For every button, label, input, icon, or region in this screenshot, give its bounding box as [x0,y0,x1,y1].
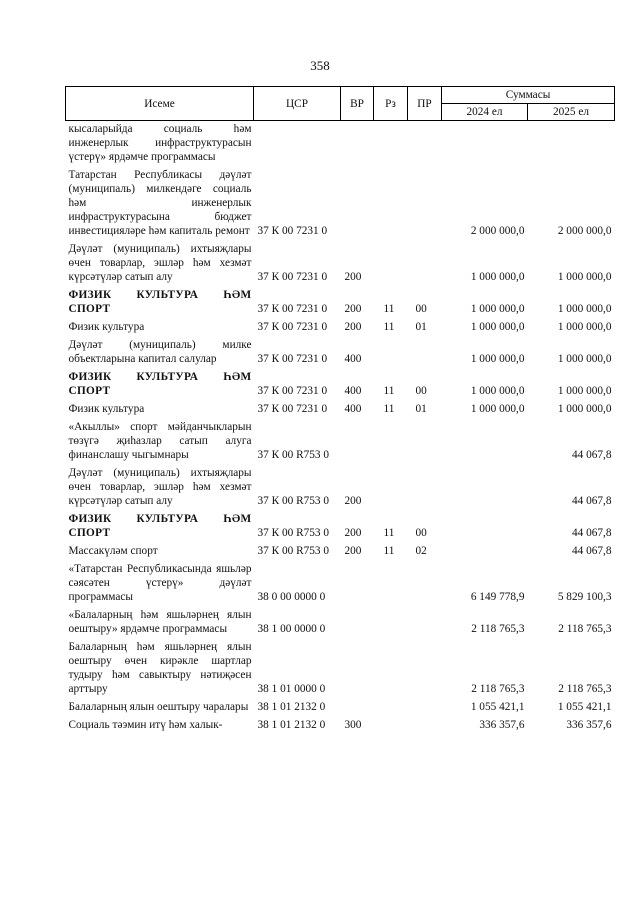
table-row [66,715,615,733]
row-pr: 01 [415,403,427,415]
row-pr: 01 [415,321,427,333]
row-pr [408,715,442,733]
header-sums: Суммасы [442,87,615,104]
row-csr: 37 К 00 R753 0 [257,495,330,507]
row-rz [374,605,408,637]
table-row [66,463,615,509]
header-name: Исеме [66,87,254,121]
row-vr: 200 [344,495,362,507]
row-csr: 37 К 00 7231 0 [257,321,328,333]
row-csr: 38 0 00 0000 0 [257,591,326,603]
table-row [66,285,615,317]
row-pr: 00 [415,385,427,397]
row-pr [408,637,442,697]
row-sum-2025: 44 067,8 [571,449,612,461]
row-name: Физик культура [68,403,145,415]
row-name: Дәүләт (муниципаль) ихтыяҗлары өчен товарлар, эшләр һәм хезмәт күрсәтүләр сатып алу [68,467,252,507]
row-csr: 37 К 00 7231 0 [257,403,328,415]
row-csr: 37 К 00 7231 0 [257,303,328,315]
row-sum-2024: 2 118 765,3 [471,683,525,695]
row-sum-2025: 5 829 100,3 [557,591,612,603]
row-name: Физик культура [68,321,145,333]
row-sum-2025 [528,121,615,166]
row-rz: 11 [383,321,395,333]
row-csr: 37 К 00 7231 0 [257,225,328,237]
header-year-2024: 2024 ел [442,104,528,121]
row-name: ФИЗИК КУЛЬТУРА ҺӘМ СПОРТ [68,289,252,315]
row-vr: 200 [344,303,362,315]
row-sum-2024 [442,417,528,463]
row-sum-2024: 1 000 000,0 [470,403,525,415]
row-vr: 200 [344,321,362,333]
table-header [66,87,615,121]
row-pr [408,239,442,285]
row-pr: 00 [415,303,427,315]
row-sum-2025: 1 000 000,0 [557,353,612,365]
row-vr [341,605,374,637]
header-rz: Рз [374,87,408,121]
row-pr [408,417,442,463]
row-pr [408,165,442,239]
budget-table [65,86,615,733]
row-rz [374,417,408,463]
row-vr: 200 [344,527,362,539]
row-name: Дәүләт (муниципаль) милке объектларына капитал салулар [68,339,252,365]
row-sum-2024: 2 118 765,3 [471,623,525,635]
table-body [66,121,615,734]
row-rz: 11 [383,385,395,397]
row-vr: 300 [344,719,362,731]
row-sum-2024 [442,509,528,541]
row-vr [341,697,374,715]
row-csr: 37 К 00 7231 0 [257,271,328,283]
row-sum-2025: 1 000 000,0 [557,403,612,415]
row-sum-2024: 6 149 778,9 [470,591,525,603]
table-row [66,239,615,285]
table-row [66,605,615,637]
row-vr: 400 [344,385,362,397]
row-name: Балаларның һәм яшьләрнең ялын оештыру өчен кирәкле шартлар тудыру һәм савыктыру нәтиҗәсен арттыру [68,641,252,695]
row-rz [374,121,408,166]
row-rz: 11 [383,403,395,415]
row-sum-2024: 1 000 000,0 [470,271,525,283]
row-rz [374,165,408,239]
row-pr [408,697,442,715]
row-name: «Татарстан Республикасында яшьләр сәясәтен үстерү» дәүләт программасы [68,563,252,603]
row-name: кысаларыйда социаль һәм инженерлык инфраструктурасын үстерү» ярдәмче программасы [68,123,252,163]
row-sum-2024: 1 000 000,0 [470,303,525,315]
row-vr [341,165,374,239]
row-sum-2024 [442,541,528,559]
row-rz [374,715,408,733]
row-vr [341,121,374,166]
row-name: Татарстан Республикасы дәүләт (муниципаль) милкендәге социаль һәм инженерлык инфраструктурасына бюджет инвестицияләре һәм капиталь ремонт [68,169,252,237]
table-row [66,367,615,399]
row-sum-2025: 2 000 000,0 [557,225,612,237]
row-name: ФИЗИК КУЛЬТУРА ҺӘМ СПОРТ [68,371,252,397]
row-vr [341,559,374,605]
row-sum-2024: 2 000 000,0 [470,225,525,237]
row-sum-2025: 2 118 765,3 [558,623,612,635]
header-pr: ПР [408,87,442,121]
row-rz [374,335,408,367]
row-pr [408,121,442,166]
row-rz: 11 [383,545,395,557]
row-sum-2025: 1 000 000,0 [557,321,612,333]
row-name: Дәүләт (муниципаль) ихтыяҗлары өчен товарлар, эшләр һәм хезмәт күрсәтүләр сатып алу [68,243,252,283]
row-pr: 00 [415,527,427,539]
row-sum-2025: 44 067,8 [571,527,612,539]
table-row [66,637,615,697]
row-sum-2025: 1 000 000,0 [557,271,612,283]
table-row [66,121,615,166]
row-vr [341,417,374,463]
row-csr: 37 К 00 R753 0 [257,527,330,539]
table-row [66,559,615,605]
row-csr [254,121,341,166]
table-row [66,165,615,239]
row-sum-2025: 2 118 765,3 [558,683,612,695]
row-vr: 400 [344,403,362,415]
row-name: ФИЗИК КУЛЬТУРА ҺӘМ СПОРТ [68,513,252,539]
row-name: Балаларның ялын оештыру чаралары [68,701,249,713]
row-rz: 11 [383,303,395,315]
row-pr [408,605,442,637]
row-sum-2024 [442,121,528,166]
row-rz: 11 [383,527,395,539]
row-name: Массакүләм спорт [68,545,158,557]
row-pr [408,463,442,509]
row-sum-2025: 44 067,8 [571,495,612,507]
row-pr: 02 [415,545,427,557]
row-pr [408,335,442,367]
header-csr: ЦСР [254,87,341,121]
table-row [66,417,615,463]
row-csr: 38 1 01 2132 0 [257,719,326,731]
row-sum-2024: 1 000 000,0 [470,353,525,365]
row-csr: 38 1 01 2132 0 [257,701,326,713]
row-sum-2024 [442,463,528,509]
row-csr: 37 К 00 R753 0 [257,449,330,461]
row-sum-2025: 44 067,8 [571,545,612,557]
row-name: «Акыллы» спорт мәйданчыкларын төзүгә җиһазлар сатып алуга финанслашу чыгымнары [68,421,252,461]
row-csr: 37 К 00 7231 0 [257,353,328,365]
row-csr: 37 К 00 7231 0 [257,385,328,397]
row-rz [374,239,408,285]
row-sum-2024: 1 000 000,0 [470,385,525,397]
row-sum-2025: 336 357,6 [566,719,612,731]
row-name: Социаль тәэмин итү һәм халык- [68,719,223,731]
row-vr: 200 [344,545,362,557]
table-row [66,509,615,541]
row-vr: 400 [344,353,362,365]
table-row [66,335,615,367]
row-vr: 200 [344,271,362,283]
row-sum-2024: 336 357,6 [479,719,525,731]
row-sum-2025: 1 000 000,0 [557,385,612,397]
row-sum-2024: 1 055 421,1 [470,701,525,713]
table-row [66,697,615,715]
row-csr: 37 К 00 R753 0 [257,545,330,557]
row-rz [374,559,408,605]
row-csr: 38 1 00 0000 0 [257,623,326,635]
row-rz [374,697,408,715]
row-sum-2024: 1 000 000,0 [470,321,525,333]
page-number: 358 [310,58,330,73]
row-vr [341,637,374,697]
header-year-2025: 2025 ел [528,104,615,121]
table-row [66,541,615,559]
row-rz [374,637,408,697]
header-vr: ВР [341,87,374,121]
row-pr [408,559,442,605]
row-name: «Балаларның һәм яшьләрнең ялын оештыру» ярдәмче программасы [68,609,252,635]
table-row [66,399,615,417]
row-sum-2025: 1 000 000,0 [557,303,612,315]
row-sum-2025: 1 055 421,1 [557,701,612,713]
table-row [66,317,615,335]
row-csr: 38 1 01 0000 0 [257,683,326,695]
row-rz [374,463,408,509]
